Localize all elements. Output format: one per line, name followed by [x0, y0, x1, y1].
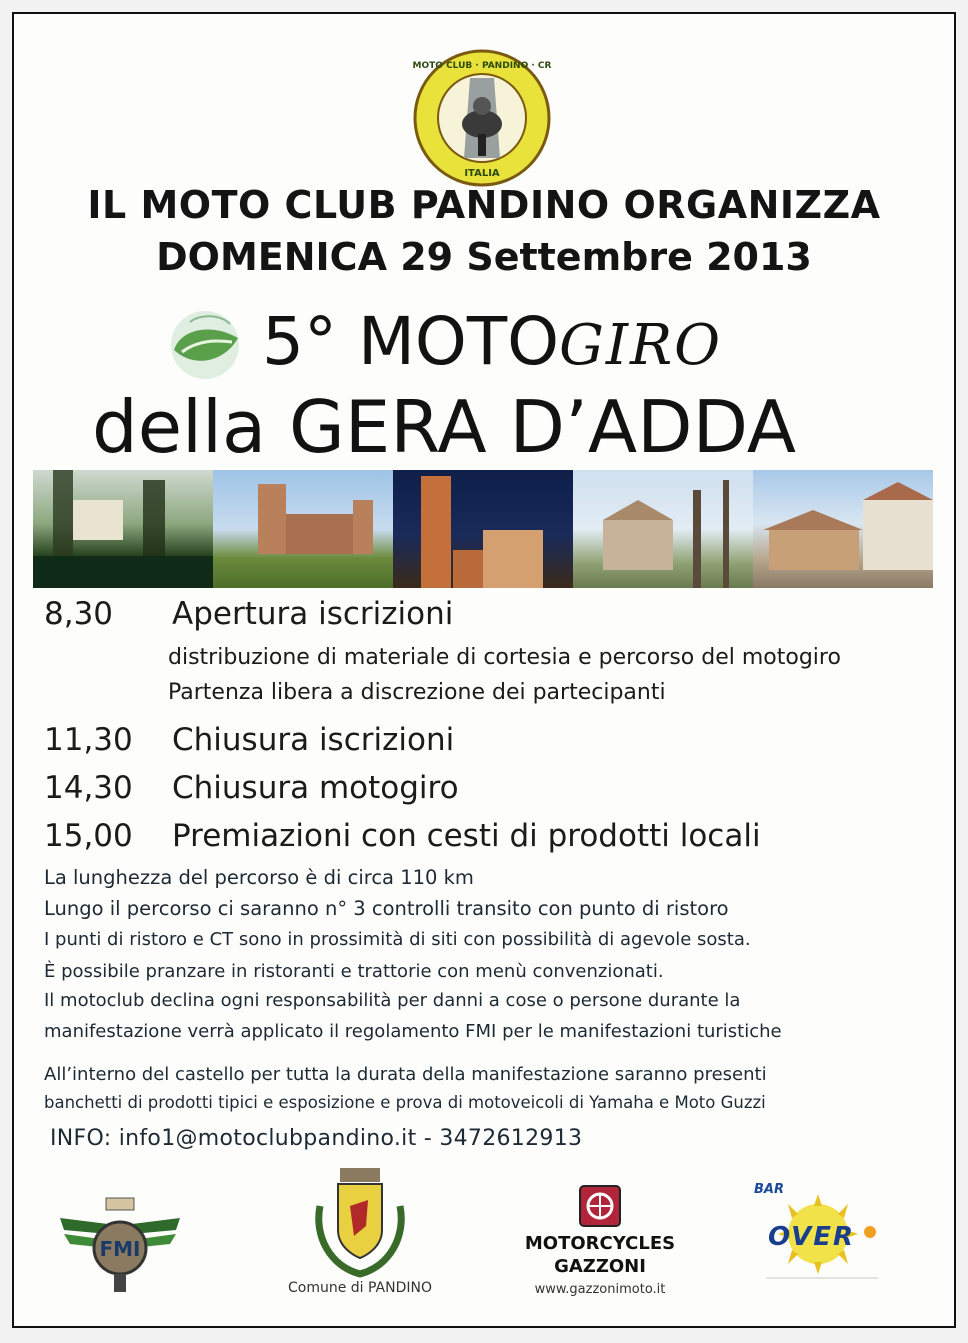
comune-coat-of-arms-icon — [310, 1166, 410, 1278]
yamaha-logo-icon — [578, 1184, 622, 1228]
info-line-1: La lunghezza del percorso è di circa 110 km — [44, 866, 474, 889]
photo-strip — [33, 470, 933, 588]
header-line2: DOMENICA 29 Settembre 2013 — [156, 235, 812, 279]
event-title-line2: della GERA D’ADDA — [92, 385, 797, 469]
photo-church-square — [573, 470, 753, 588]
title-giro: GIRO — [559, 313, 723, 378]
comune-label: Comune di PANDINO — [287, 1280, 432, 1296]
photo-castle — [213, 470, 393, 588]
bar-label: BAR — [754, 1182, 784, 1197]
header-line1: IL MOTO CLUB PANDINO ORGANIZZA — [87, 183, 881, 227]
schedule-time-4: 15,00 — [44, 818, 133, 854]
event-title — [262, 303, 722, 380]
logo-bottom-text: ITALIA — [464, 168, 500, 179]
contact-info: INFO: info1@motoclubpandino.it - 3472612913 — [50, 1126, 583, 1151]
photo-tower-church — [393, 470, 573, 588]
info-line-8: banchetti di prodotti tipici e esposizione e prova di motoveicoli di Yamaha e Moto Guzzi — [44, 1093, 766, 1112]
info-line-4: È possibile pranzare in ristoranti e trattorie con menù convenzionati. — [44, 961, 664, 982]
info-line-7: All’interno del castello per tutta la durata della manifestazione saranno presenti — [44, 1064, 767, 1085]
fmi-logo — [60, 1190, 180, 1300]
info-line-5: Il motoclub declina ogni responsabilità per danni a cose o persone durante la — [44, 990, 741, 1011]
info-line-2: Lungo il percorso ci saranno n° 3 controlli transito con punto di ristoro — [44, 897, 729, 920]
title-prefix: 5° MOTO — [262, 303, 560, 380]
schedule-desc-4: Premiazioni con cesti di prodotti locali — [172, 818, 761, 854]
moto-gazzoni-line2: GAZZONI — [554, 1256, 646, 1277]
info-line-6: manifestazione verrà applicato il regolamento FMI per le manifestazioni turistiche — [44, 1021, 782, 1042]
schedule-desc-3: Chiusura motogiro — [172, 770, 459, 806]
schedule-sub-2: Partenza libera a discrezione dei partecipanti — [168, 680, 666, 705]
photo-town-square — [753, 470, 933, 588]
moto-gazzoni-web: www.gazzonimoto.it — [534, 1282, 666, 1297]
info-line-3: I punti di ristoro e CT sono in prossimità di siti con possibilità di agevole sosta. — [44, 929, 751, 950]
schedule-sub-1: distribuzione di materiale di cortesia e percorso del motogiro — [168, 645, 841, 670]
bar-name: OVER — [768, 1222, 856, 1252]
moto-club-logo — [412, 48, 552, 188]
moto-gazzoni-line1: MOTORCYCLES — [524, 1233, 676, 1254]
schedule-time-1: 8,30 — [44, 596, 114, 632]
photo-villa-park — [33, 470, 213, 588]
schedule-time-2: 11,30 — [44, 722, 133, 758]
fmi-text: FMI — [99, 1237, 141, 1261]
schedule-desc-1: Apertura iscrizioni — [172, 596, 454, 632]
logo-ring-text: MOTO CLUB · PANDINO · CR — [412, 61, 552, 71]
schedule-time-3: 14,30 — [44, 770, 133, 806]
schedule-desc-2: Chiusura iscrizioni — [172, 722, 455, 758]
gera-adda-leaf-icon — [160, 300, 250, 380]
